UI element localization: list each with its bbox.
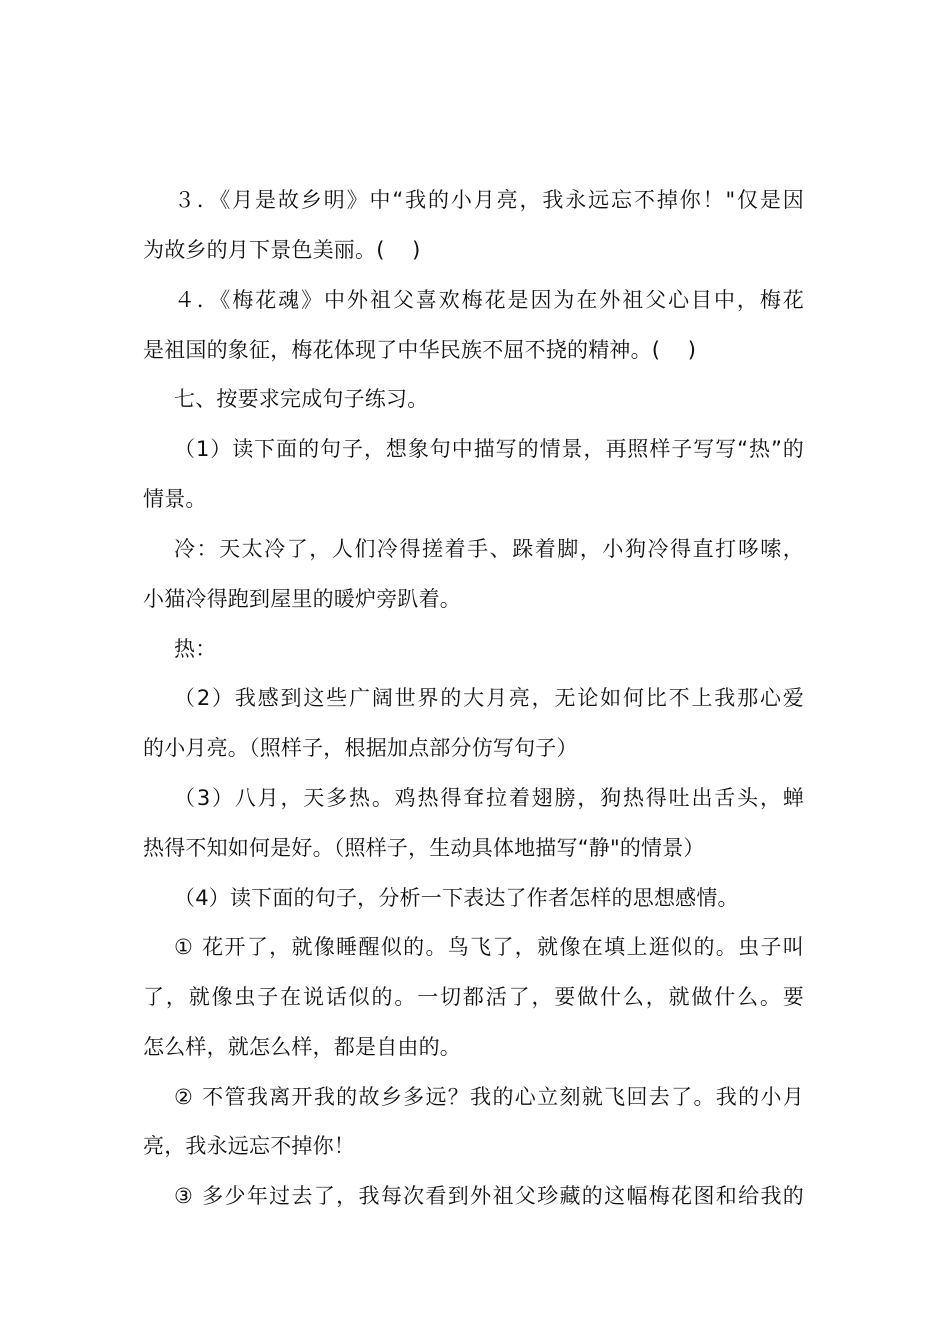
question-3-line-2: 为故乡的月下景色美丽。( )	[143, 238, 421, 262]
exercise-2-line-1: （2）我感到这些广阔世界的大月亮，无论如何比不上我那心爱	[174, 686, 804, 710]
section-7-heading: 七、按要求完成句子练习。	[174, 387, 429, 411]
question-3-line-1: ３．《月是故乡明》中“我的小月亮，我永远忘不掉你！"仅是因	[174, 188, 804, 212]
exercise-4-instruction: （4）读下面的句子，分析一下表达了作者怎样的思想感情。	[174, 886, 739, 910]
passage-2-line-1: ② 不管我离开我的故乡多远？我的心立刻就飞回去了。我的小月	[174, 1085, 804, 1109]
exercise-3-line-1: （3）八月，天多热。鸡热得耷拉着翅膀，狗热得吐出舌头，蝉	[174, 786, 804, 810]
exercise-2-line-2: 的小月亮。（照样子，根据加点部分仿写句子）	[143, 736, 578, 760]
passage-2-line-2: 亮，我永远忘不掉你！	[143, 1134, 355, 1158]
cold-example-line-2: 小猫冷得跑到屋里的暖炉旁趴着。	[143, 587, 461, 611]
exercise-1-line-2: 情景。	[143, 487, 207, 511]
question-4-line-2: 是祖国的象征，梅花体现了中华民族不屈不挠的精神。( )	[143, 338, 697, 362]
exercise-3-line-2: 热得不知如何是好。（照样子，生动具体地描写“静"的情景）	[143, 836, 705, 860]
passage-1-line-2: 了，就像虫子在说话似的。一切都活了，要做什么，就做什么。要	[143, 985, 804, 1009]
question-4-line-1: ４．《梅花魂》中外祖父喜欢梅花是因为在外祖父心目中，梅花	[174, 288, 804, 312]
passage-1-line-1: ① 花开了，就像睡醒似的。鸟飞了，就像在填上逛似的。虫子叫	[174, 935, 804, 959]
hot-answer-prompt: 热：	[174, 637, 217, 661]
exercise-1-line-1: （1）读下面的句子，想象句中描写的情景，再照样子写写“热”的	[174, 437, 804, 461]
passage-1-line-3: 怎么样，就怎么样，都是自由的。	[143, 1035, 461, 1059]
passage-3-line-1: ③ 多少年过去了，我每次看到外祖父珍藏的这幅梅花图和给我的	[174, 1184, 804, 1208]
cold-example-line-1: 冷：天太冷了，人们冷得搓着手、跺着脚，小狗冷得直打哆嗦，	[174, 537, 804, 561]
